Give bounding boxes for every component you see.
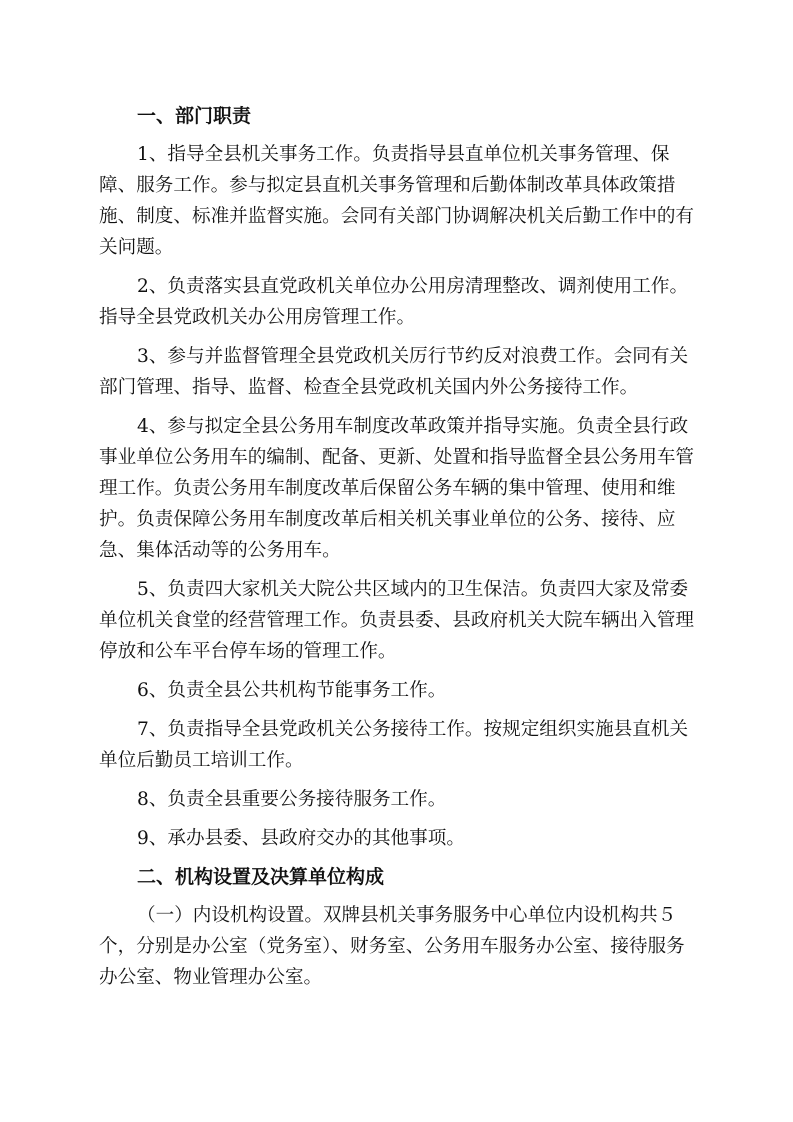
paragraph-line: 8、负责全县重要公务接待服务工作。 <box>137 789 447 810</box>
paragraph-line: 2、负责落实县直党政机关单位办公用房清理整改、调剂使用工作。 <box>137 276 689 297</box>
paragraph-line: 事业单位公务用车的编制、配备、更新、处置和指导监督全县公务用车管 <box>99 447 695 468</box>
duty-paragraph-4 <box>99 411 699 566</box>
paragraph-line: （一）内设机构设置。双牌县机关事务服务中心单位内设机构共５ <box>137 905 677 926</box>
section-heading-structure: 二、机构设置及决算单位构成 <box>137 866 385 888</box>
paragraph-line: 部门管理、指导、监督、检查全县党政机关国内外公务接待工作。 <box>99 377 639 398</box>
paragraph-line: 9、承办县委、县政府交办的其他事项。 <box>137 828 465 849</box>
structure-paragraph-1 <box>99 900 699 993</box>
paragraph-line: 障、服务工作。参与拟定县直机关事务管理和后勤体制改革具体政策措 <box>99 175 676 196</box>
duty-paragraph-9 <box>99 823 699 854</box>
paragraph-line: 关问题。 <box>99 237 174 258</box>
paragraph-line: 指导全县党政机关办公用房管理工作。 <box>99 307 416 328</box>
duty-paragraph-6 <box>99 675 699 706</box>
paragraph-line: 个，分别是办公室（党务室）、财务室、公务用车服务办公室、接待服务 <box>99 936 685 957</box>
paragraph-line: 护。负责保障公务用车制度改革后相关机关事业单位的公务、接待、应 <box>99 509 676 530</box>
section-heading-duties: 一、部门职责 <box>137 105 252 127</box>
paragraph-line: 急、集体活动等的公务用车。 <box>99 540 341 561</box>
paragraph-line: 1、指导全县机关事务工作。负责指导县直单位机关事务管理、保 <box>137 144 670 165</box>
paragraph-line: 7、负责指导全县党政机关公务接待工作。按规定组织实施县直机关 <box>137 719 689 740</box>
duty-paragraph-8 <box>99 784 699 815</box>
duty-paragraph-5 <box>99 574 699 667</box>
document-page <box>99 101 699 1001</box>
paragraph-line: 施、制度、标准并监督实施。会同有关部门协调解决机关后勤工作中的有 <box>99 206 695 227</box>
paragraph-line: 停放和公车平台停车场的管理工作。 <box>99 641 397 662</box>
paragraph-line: 4、参与拟定全县公务用车制度改革政策并指导实施。负责全县行政 <box>137 416 689 437</box>
duty-paragraph-7 <box>99 714 699 776</box>
paragraph-line: 3、参与并监督管理全县党政机关厉行节约反对浪费工作。会同有关 <box>137 346 689 367</box>
paragraph-line: 理工作。负责公务用车制度改革后保留公务车辆的集中管理、使用和维 <box>99 478 676 499</box>
duty-paragraph-3 <box>99 341 699 403</box>
paragraph-line: 单位后勤员工培训工作。 <box>99 750 304 771</box>
paragraph-line: 5、负责四大家机关大院公共区域内的卫生保洁。负责四大家及常委 <box>137 579 689 600</box>
paragraph-line: 6、负责全县公共机构节能事务工作。 <box>137 680 447 701</box>
duty-paragraph-2 <box>99 271 699 333</box>
paragraph-line: 办公室、物业管理办公室。 <box>99 967 323 988</box>
duty-paragraph-1 <box>99 139 699 263</box>
paragraph-line: 单位机关食堂的经营管理工作。负责县委、县政府机关大院车辆出入管理 <box>99 610 695 631</box>
